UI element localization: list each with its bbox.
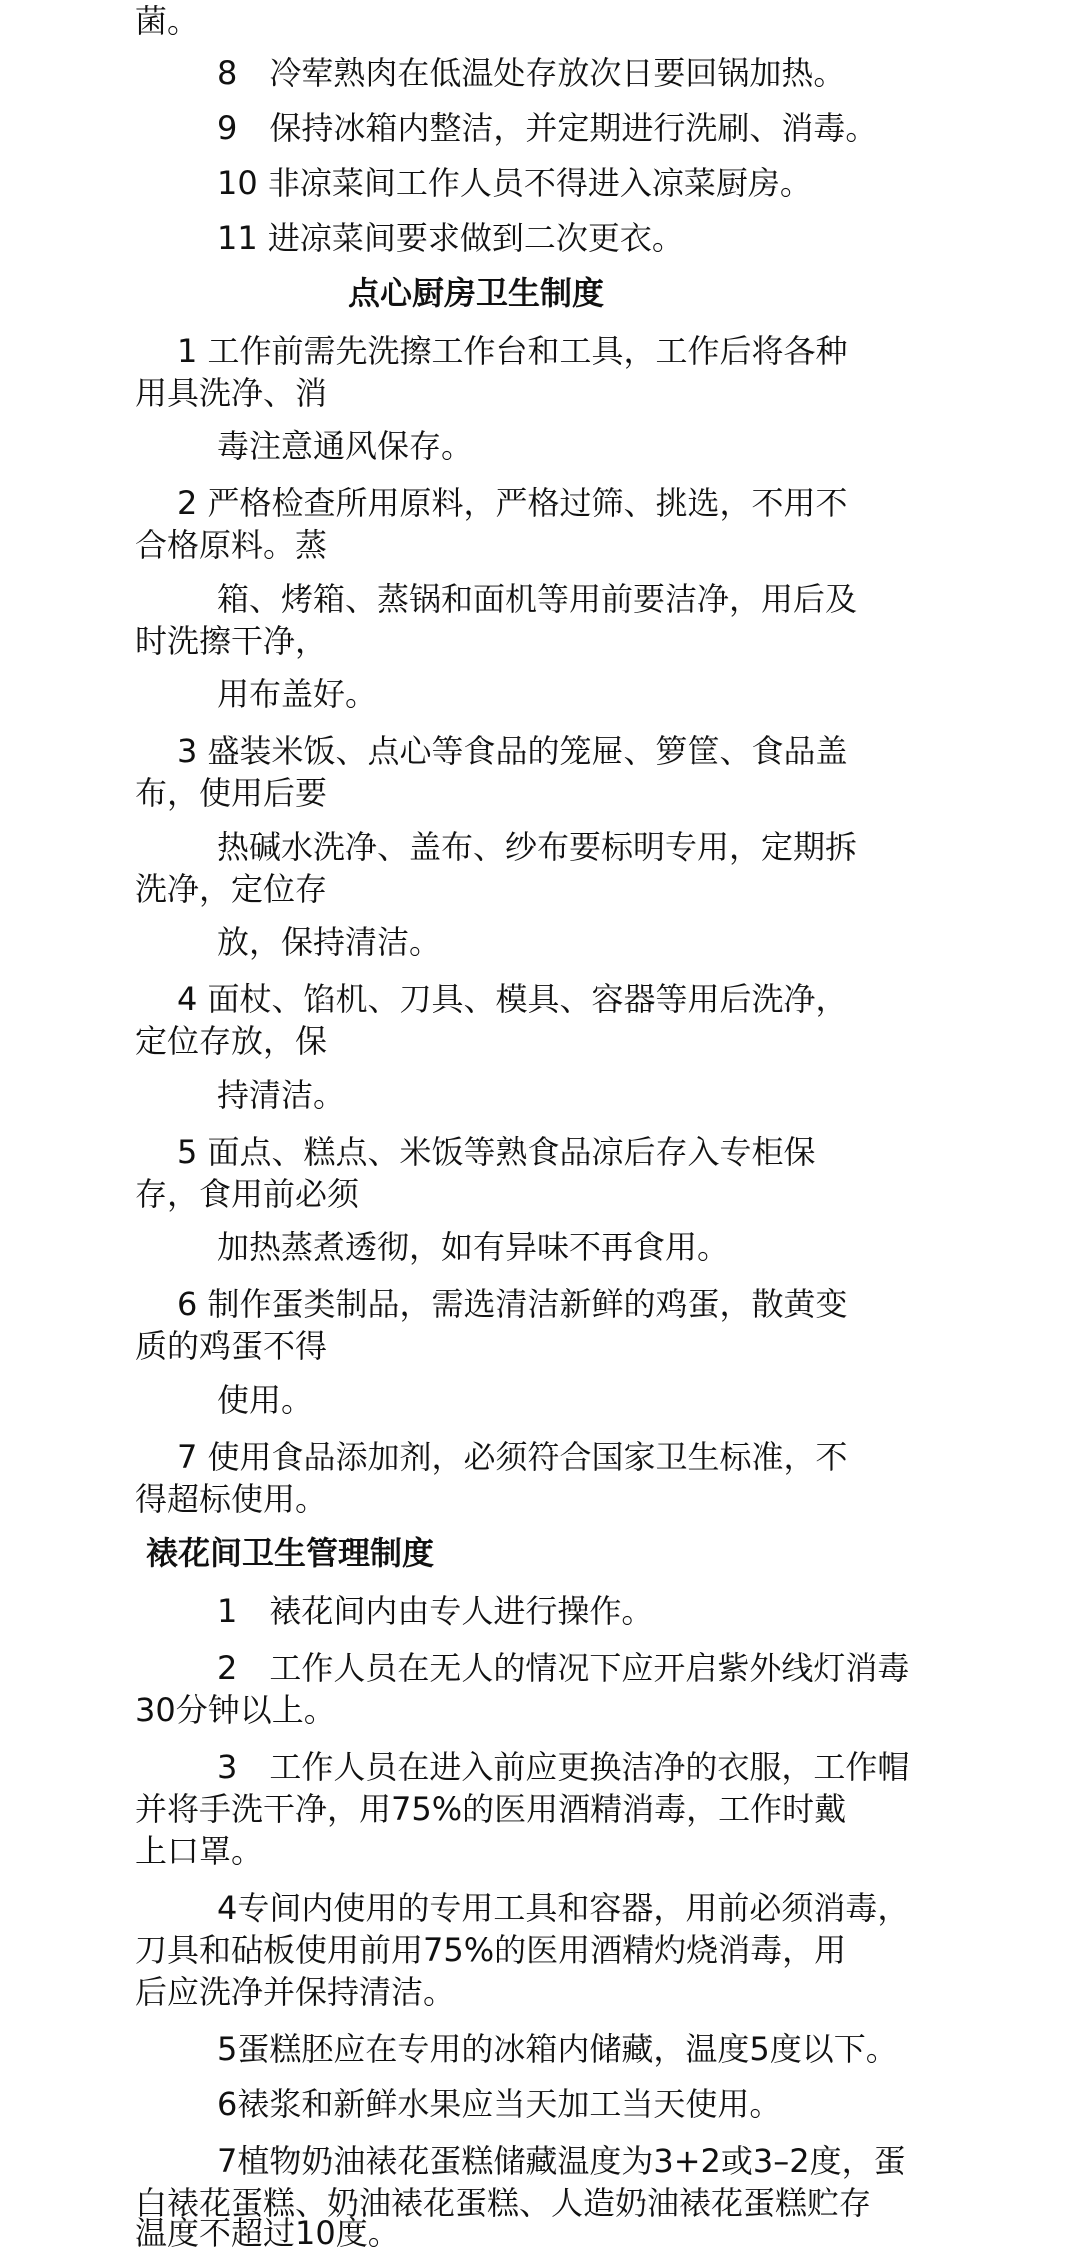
text-line: 箱、烤箱、蒸锅和面机等用前要洁净，用后及 (217, 580, 858, 618)
list-item: 6裱浆和新鲜水果应当天加工当天使用。 (217, 2085, 782, 2123)
text-line: 上口罩。 (135, 1832, 264, 1870)
text-line: 后应洗净并保持清洁。 (135, 1973, 456, 2011)
text-line: 温度不超过10度。 (135, 2214, 400, 2252)
text-line: 加热蒸煮透彻，如有异味不再食用。 (217, 1228, 730, 1266)
text-line: 持清洁。 (217, 1076, 346, 1114)
text-line: 定位存放，保 (135, 1022, 328, 1060)
text-line: 布，使用后要 (135, 774, 328, 812)
list-item: 6 制作蛋类制品，需选清洁新鲜的鸡蛋，散黄变 (177, 1285, 848, 1323)
text-line: 时洗擦干净， (135, 622, 328, 660)
text-line: 存，食用前必须 (135, 1175, 360, 1213)
text-line: 菌。 (135, 2, 200, 40)
list-item: 1 工作前需先洗擦工作台和工具，工作后将各种 (177, 332, 848, 370)
list-item: 8 冷荤熟肉在低温处存放次日要回锅加热。 (217, 54, 846, 92)
text-line: 用具洗净、消 (135, 374, 328, 412)
text-line: 合格原料。蒸 (135, 526, 328, 564)
text-line: 洗净，定位存 (135, 870, 328, 908)
text-line: 并将手洗干净，用75%的医用酒精消毒，工作时戴 (135, 1790, 847, 1828)
text-line: 30分钟以上。 (135, 1691, 336, 1729)
list-item: 11 进凉菜间要求做到二次更衣。 (217, 219, 684, 257)
text-line: 放，保持清洁。 (217, 923, 442, 961)
list-item: 10 非凉菜间工作人员不得进入凉菜厨房。 (217, 164, 812, 202)
text-line: 热碱水洗净、盖布、纱布要标明专用，定期拆 (217, 828, 858, 866)
text-line: 用布盖好。 (217, 675, 378, 713)
section-heading-pastry: 点心厨房卫生制度 (348, 274, 605, 312)
text-line: 毒注意通风保存。 (217, 427, 474, 465)
list-item: 7 使用食品添加剂，必须符合国家卫生标准，不 (177, 1438, 848, 1476)
list-item: 3 工作人员在进入前应更换洁净的衣服，工作帽 (217, 1748, 910, 1786)
list-item: 9 保持冰箱内整洁，并定期进行洗刷、消毒。 (217, 109, 878, 147)
text-line: 使用。 (217, 1381, 314, 1419)
text-line: 得超标使用。 (135, 1480, 328, 1518)
list-item: 4 面杖、馅机、刀具、模具、容器等用后洗净， (177, 980, 848, 1018)
list-item: 5 面点、糕点、米饭等熟食品凉后存入专柜保 (177, 1133, 816, 1171)
list-item: 1 裱花间内由专人进行操作。 (217, 1592, 654, 1630)
text-line: 白裱花蛋糕、奶油裱花蛋糕、人造奶油裱花蛋糕贮存 (135, 2184, 872, 2222)
list-item: 4专间内使用的专用工具和容器，用前必须消毒， (217, 1889, 910, 1927)
list-item: 3 盛装米饭、点心等食品的笼屉、箩筐、食品盖 (177, 732, 848, 770)
list-item: 2 严格检查所用原料，严格过筛、挑选，不用不 (177, 484, 848, 522)
section-heading-piping-room: 裱花间卫生管理制度 (146, 1534, 435, 1572)
list-item: 5蛋糕胚应在专用的冰箱内储藏，温度5度以下。 (217, 2030, 898, 2068)
list-item: 2 工作人员在无人的情况下应开启紫外线灯消毒 (217, 1649, 910, 1687)
text-line: 刀具和砧板使用前用75%的医用酒精灼烧消毒，用 (135, 1931, 847, 1969)
list-item: 7植物奶油裱花蛋糕储藏温度为3+2或3–2度，蛋 (217, 2142, 906, 2180)
text-line: 质的鸡蛋不得 (135, 1327, 328, 1365)
